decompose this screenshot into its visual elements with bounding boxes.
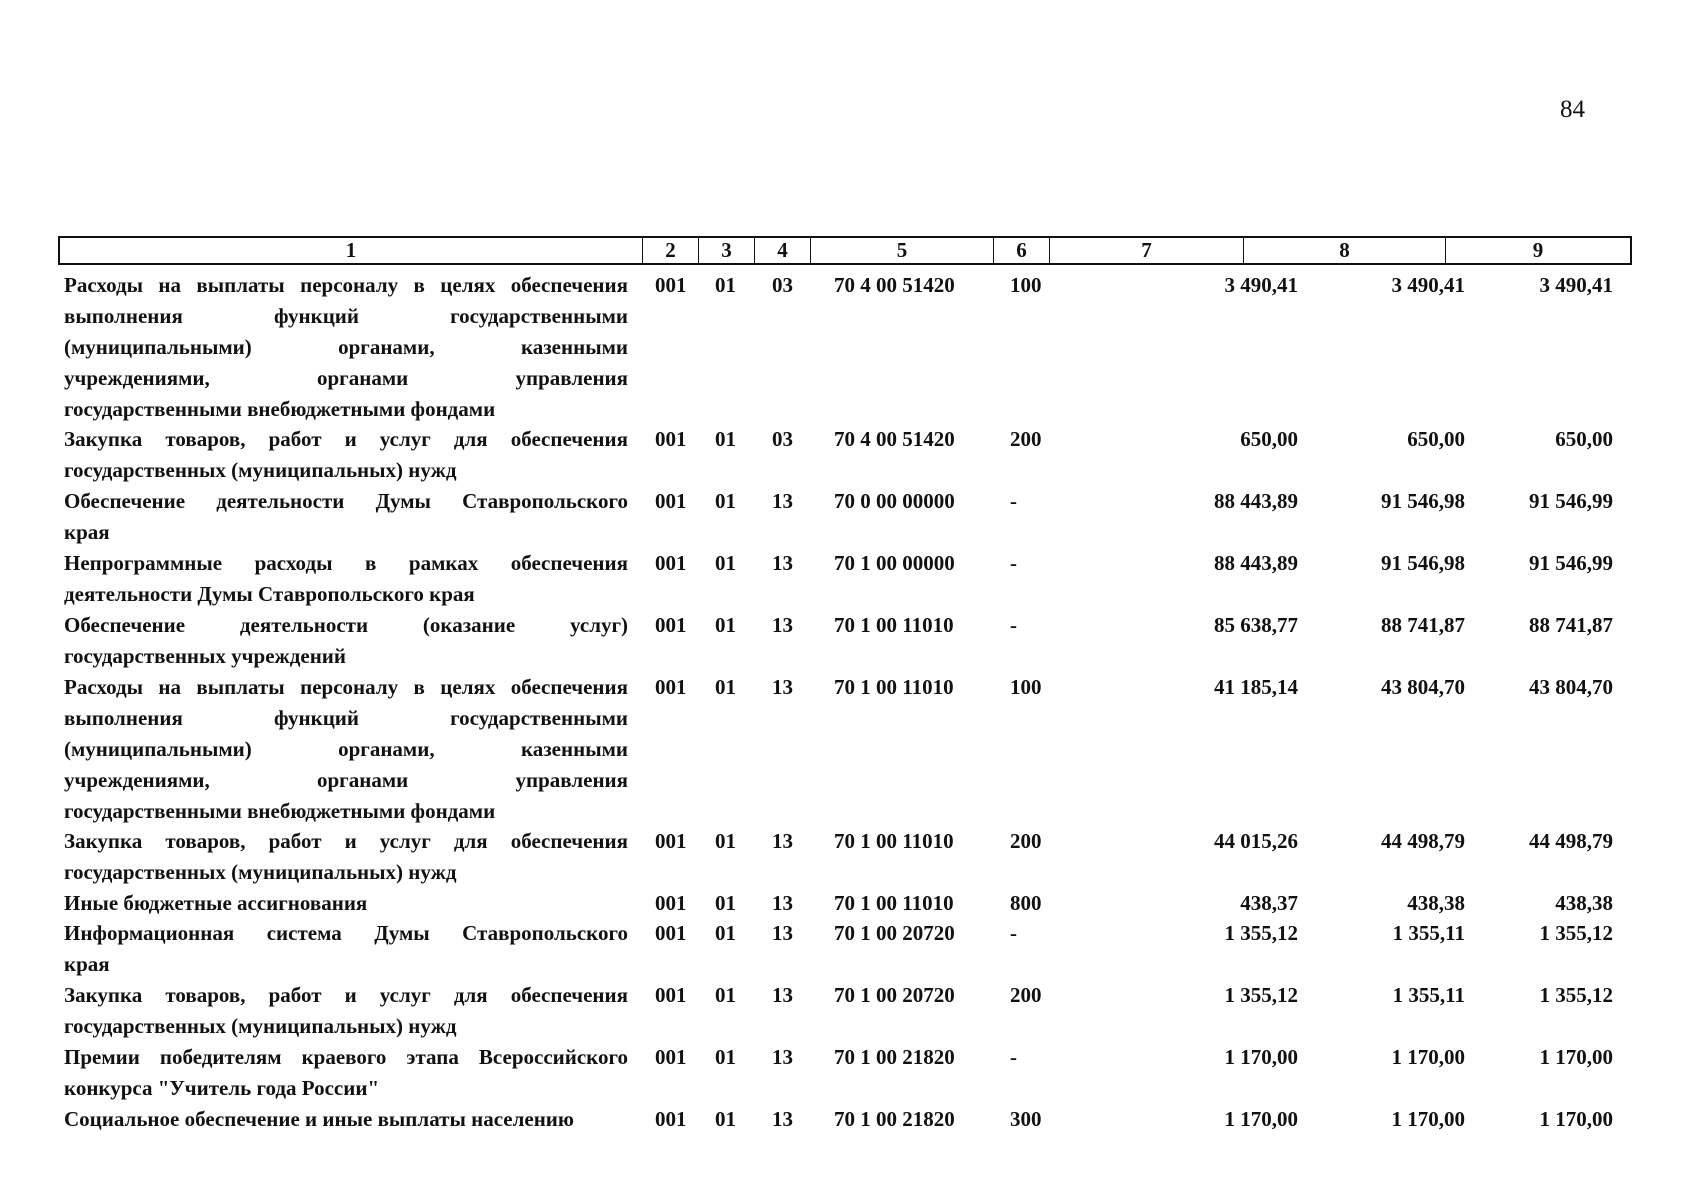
cell-col-2: 001 bbox=[655, 551, 687, 575]
cell-col-2: 001 bbox=[655, 675, 687, 699]
row-description bbox=[64, 424, 628, 486]
description-line: Социальное обеспечение и иные выплаты населению bbox=[64, 1107, 574, 1131]
cell-col-3: 01 bbox=[715, 1045, 736, 1069]
cell-col-4: 13 bbox=[772, 675, 793, 699]
cell-col-7: 41 185,14 bbox=[1214, 675, 1298, 699]
cell-col-3: 01 bbox=[715, 613, 736, 637]
row-description bbox=[64, 826, 628, 888]
cell-col-3: 01 bbox=[715, 891, 736, 915]
description-line: конкурса "Учитель года России" bbox=[64, 1076, 380, 1100]
description-line: учреждениями, органами управления bbox=[64, 768, 628, 792]
cell-col-5: 70 1 00 20720 bbox=[834, 983, 955, 1007]
cell-col-8: 650,00 bbox=[1407, 427, 1465, 451]
cell-col-4: 13 bbox=[772, 613, 793, 637]
description-line: государственных (муниципальных) нужд bbox=[64, 458, 457, 482]
cell-col-3: 01 bbox=[715, 551, 736, 575]
cell-col-6: 200 bbox=[1010, 829, 1042, 853]
cell-col-2: 001 bbox=[655, 921, 687, 945]
description-line: края bbox=[64, 520, 110, 544]
cell-col-7: 85 638,77 bbox=[1214, 613, 1298, 637]
cell-col-6: - bbox=[1010, 551, 1017, 575]
cell-col-9: 1 355,12 bbox=[1539, 921, 1613, 945]
cell-col-5: 70 1 00 11010 bbox=[834, 675, 954, 699]
cell-col-4: 13 bbox=[772, 921, 793, 945]
cell-col-8: 1 170,00 bbox=[1391, 1045, 1465, 1069]
cell-col-4: 13 bbox=[772, 1107, 793, 1131]
cell-col-8: 91 546,98 bbox=[1381, 551, 1465, 575]
cell-col-5: 70 4 00 51420 bbox=[834, 273, 955, 297]
cell-col-9: 88 741,87 bbox=[1529, 613, 1613, 637]
cell-col-2: 001 bbox=[655, 489, 687, 513]
description-line: учреждениями, органами управления bbox=[64, 366, 628, 390]
cell-col-8: 88 741,87 bbox=[1381, 613, 1465, 637]
description-line: государственных (муниципальных) нужд bbox=[64, 1014, 457, 1038]
description-line: Обеспечение деятельности (оказание услуг) bbox=[64, 613, 628, 637]
description-line: Обеспечение деятельности Думы Ставропольского bbox=[64, 489, 628, 513]
row-description bbox=[64, 980, 628, 1042]
cell-col-6: - bbox=[1010, 613, 1017, 637]
cell-col-5: 70 0 00 00000 bbox=[834, 489, 955, 513]
page-number: 84 bbox=[1560, 96, 1585, 123]
cell-col-5: 70 1 00 11010 bbox=[834, 829, 954, 853]
cell-col-4: 13 bbox=[772, 551, 793, 575]
cell-col-6: - bbox=[1010, 489, 1017, 513]
row-description bbox=[64, 270, 628, 425]
cell-col-8: 3 490,41 bbox=[1391, 273, 1465, 297]
cell-col-7: 438,37 bbox=[1240, 891, 1298, 915]
cell-col-4: 13 bbox=[772, 1045, 793, 1069]
row-description bbox=[64, 1042, 628, 1104]
cell-col-8: 43 804,70 bbox=[1381, 675, 1465, 699]
header-col-1: 1 bbox=[345, 238, 357, 262]
description-line: (муниципальными) органами, казенными bbox=[64, 737, 628, 761]
cell-col-4: 03 bbox=[772, 273, 793, 297]
row-description bbox=[64, 548, 628, 610]
cell-col-2: 001 bbox=[655, 613, 687, 637]
header-col-6: 6 bbox=[993, 238, 1049, 263]
description-line: Информационная система Думы Ставропольского bbox=[64, 921, 628, 945]
cell-col-2: 001 bbox=[655, 427, 687, 451]
cell-col-3: 01 bbox=[715, 427, 736, 451]
cell-col-6: 200 bbox=[1010, 427, 1042, 451]
cell-col-7: 650,00 bbox=[1240, 427, 1298, 451]
description-line: Закупка товаров, работ и услуг для обеспечения bbox=[64, 983, 628, 1007]
cell-col-3: 01 bbox=[715, 921, 736, 945]
cell-col-6: - bbox=[1010, 1045, 1017, 1069]
header-col-8: 8 bbox=[1243, 238, 1445, 263]
cell-col-7: 1 170,00 bbox=[1224, 1045, 1298, 1069]
cell-col-2: 001 bbox=[655, 983, 687, 1007]
cell-col-3: 01 bbox=[715, 1107, 736, 1131]
description-line: Непрограммные расходы в рамках обеспечения bbox=[64, 551, 628, 575]
header-col-9: 9 bbox=[1445, 238, 1630, 263]
cell-col-8: 1 355,11 bbox=[1392, 983, 1465, 1007]
description-line: выполнения функций государственными bbox=[64, 304, 628, 328]
cell-col-7: 44 015,26 bbox=[1214, 829, 1298, 853]
cell-col-7: 3 490,41 bbox=[1224, 273, 1298, 297]
cell-col-3: 01 bbox=[715, 273, 736, 297]
header-col-2: 2 bbox=[642, 238, 698, 263]
description-line: Расходы на выплаты персоналу в целях обеспечения bbox=[64, 273, 628, 297]
cell-col-9: 438,38 bbox=[1555, 891, 1613, 915]
cell-col-9: 91 546,99 bbox=[1529, 551, 1613, 575]
row-description bbox=[64, 672, 628, 827]
cell-col-5: 70 1 00 11010 bbox=[834, 891, 954, 915]
cell-col-2: 001 bbox=[655, 829, 687, 853]
cell-col-6: - bbox=[1010, 921, 1017, 945]
cell-col-2: 001 bbox=[655, 273, 687, 297]
cell-col-5: 70 1 00 20720 bbox=[834, 921, 955, 945]
header-col-4: 4 bbox=[754, 238, 810, 263]
row-description bbox=[64, 918, 628, 980]
cell-col-7: 88 443,89 bbox=[1214, 489, 1298, 513]
cell-col-2: 001 bbox=[655, 891, 687, 915]
description-line: Расходы на выплаты персоналу в целях обеспечения bbox=[64, 675, 628, 699]
header-col-7: 7 bbox=[1049, 238, 1243, 263]
cell-col-5: 70 1 00 21820 bbox=[834, 1045, 955, 1069]
description-line: государственных (муниципальных) нужд bbox=[64, 860, 457, 884]
description-line: деятельности Думы Ставропольского края bbox=[64, 582, 475, 606]
header-col-3: 3 bbox=[698, 238, 754, 263]
cell-col-4: 13 bbox=[772, 891, 793, 915]
cell-col-2: 001 bbox=[655, 1107, 687, 1131]
description-line: государственных учреждений bbox=[64, 644, 346, 668]
cell-col-8: 91 546,98 bbox=[1381, 489, 1465, 513]
cell-col-3: 01 bbox=[715, 829, 736, 853]
description-line: государственными внебюджетными фондами bbox=[64, 799, 496, 823]
table-header bbox=[58, 236, 1632, 265]
cell-col-4: 03 bbox=[772, 427, 793, 451]
cell-col-5: 70 1 00 00000 bbox=[834, 551, 955, 575]
description-line: Закупка товаров, работ и услуг для обеспечения bbox=[64, 427, 628, 451]
cell-col-4: 13 bbox=[772, 489, 793, 513]
row-description bbox=[64, 610, 628, 672]
description-line: (муниципальными) органами, казенными bbox=[64, 335, 628, 359]
cell-col-6: 100 bbox=[1010, 675, 1042, 699]
description-line: выполнения функций государственными bbox=[64, 706, 628, 730]
cell-col-9: 1 170,00 bbox=[1539, 1107, 1613, 1131]
description-line: Закупка товаров, работ и услуг для обеспечения bbox=[64, 829, 628, 853]
cell-col-6: 200 bbox=[1010, 983, 1042, 1007]
cell-col-9: 44 498,79 bbox=[1529, 829, 1613, 853]
cell-col-8: 438,38 bbox=[1407, 891, 1465, 915]
row-description bbox=[64, 486, 628, 548]
description-line: Премии победителям краевого этапа Всероссийского bbox=[64, 1045, 628, 1069]
cell-col-7: 88 443,89 bbox=[1214, 551, 1298, 575]
cell-col-9: 1 170,00 bbox=[1539, 1045, 1613, 1069]
cell-col-9: 43 804,70 bbox=[1529, 675, 1613, 699]
cell-col-5: 70 1 00 21820 bbox=[834, 1107, 955, 1131]
cell-col-5: 70 1 00 11010 bbox=[834, 613, 954, 637]
cell-col-9: 650,00 bbox=[1555, 427, 1613, 451]
row-description bbox=[64, 1104, 628, 1135]
cell-col-6: 800 bbox=[1010, 891, 1042, 915]
cell-col-6: 100 bbox=[1010, 273, 1042, 297]
cell-col-3: 01 bbox=[715, 675, 736, 699]
description-line: государственными внебюджетными фондами bbox=[64, 397, 496, 421]
cell-col-7: 1 170,00 bbox=[1224, 1107, 1298, 1131]
cell-col-8: 1 170,00 bbox=[1391, 1107, 1465, 1131]
row-description bbox=[64, 888, 628, 919]
description-line: края bbox=[64, 952, 110, 976]
cell-col-7: 1 355,12 bbox=[1224, 921, 1298, 945]
cell-col-8: 44 498,79 bbox=[1381, 829, 1465, 853]
cell-col-4: 13 bbox=[772, 983, 793, 1007]
cell-col-3: 01 bbox=[715, 489, 736, 513]
cell-col-6: 300 bbox=[1010, 1107, 1042, 1131]
cell-col-4: 13 bbox=[772, 829, 793, 853]
cell-col-5: 70 4 00 51420 bbox=[834, 427, 955, 451]
cell-col-9: 3 490,41 bbox=[1539, 273, 1613, 297]
cell-col-7: 1 355,12 bbox=[1224, 983, 1298, 1007]
header-col-5: 5 bbox=[810, 238, 993, 263]
cell-col-9: 91 546,99 bbox=[1529, 489, 1613, 513]
cell-col-8: 1 355,11 bbox=[1392, 921, 1465, 945]
cell-col-9: 1 355,12 bbox=[1539, 983, 1613, 1007]
description-line: Иные бюджетные ассигнования bbox=[64, 891, 368, 915]
cell-col-2: 001 bbox=[655, 1045, 687, 1069]
cell-col-3: 01 bbox=[715, 983, 736, 1007]
